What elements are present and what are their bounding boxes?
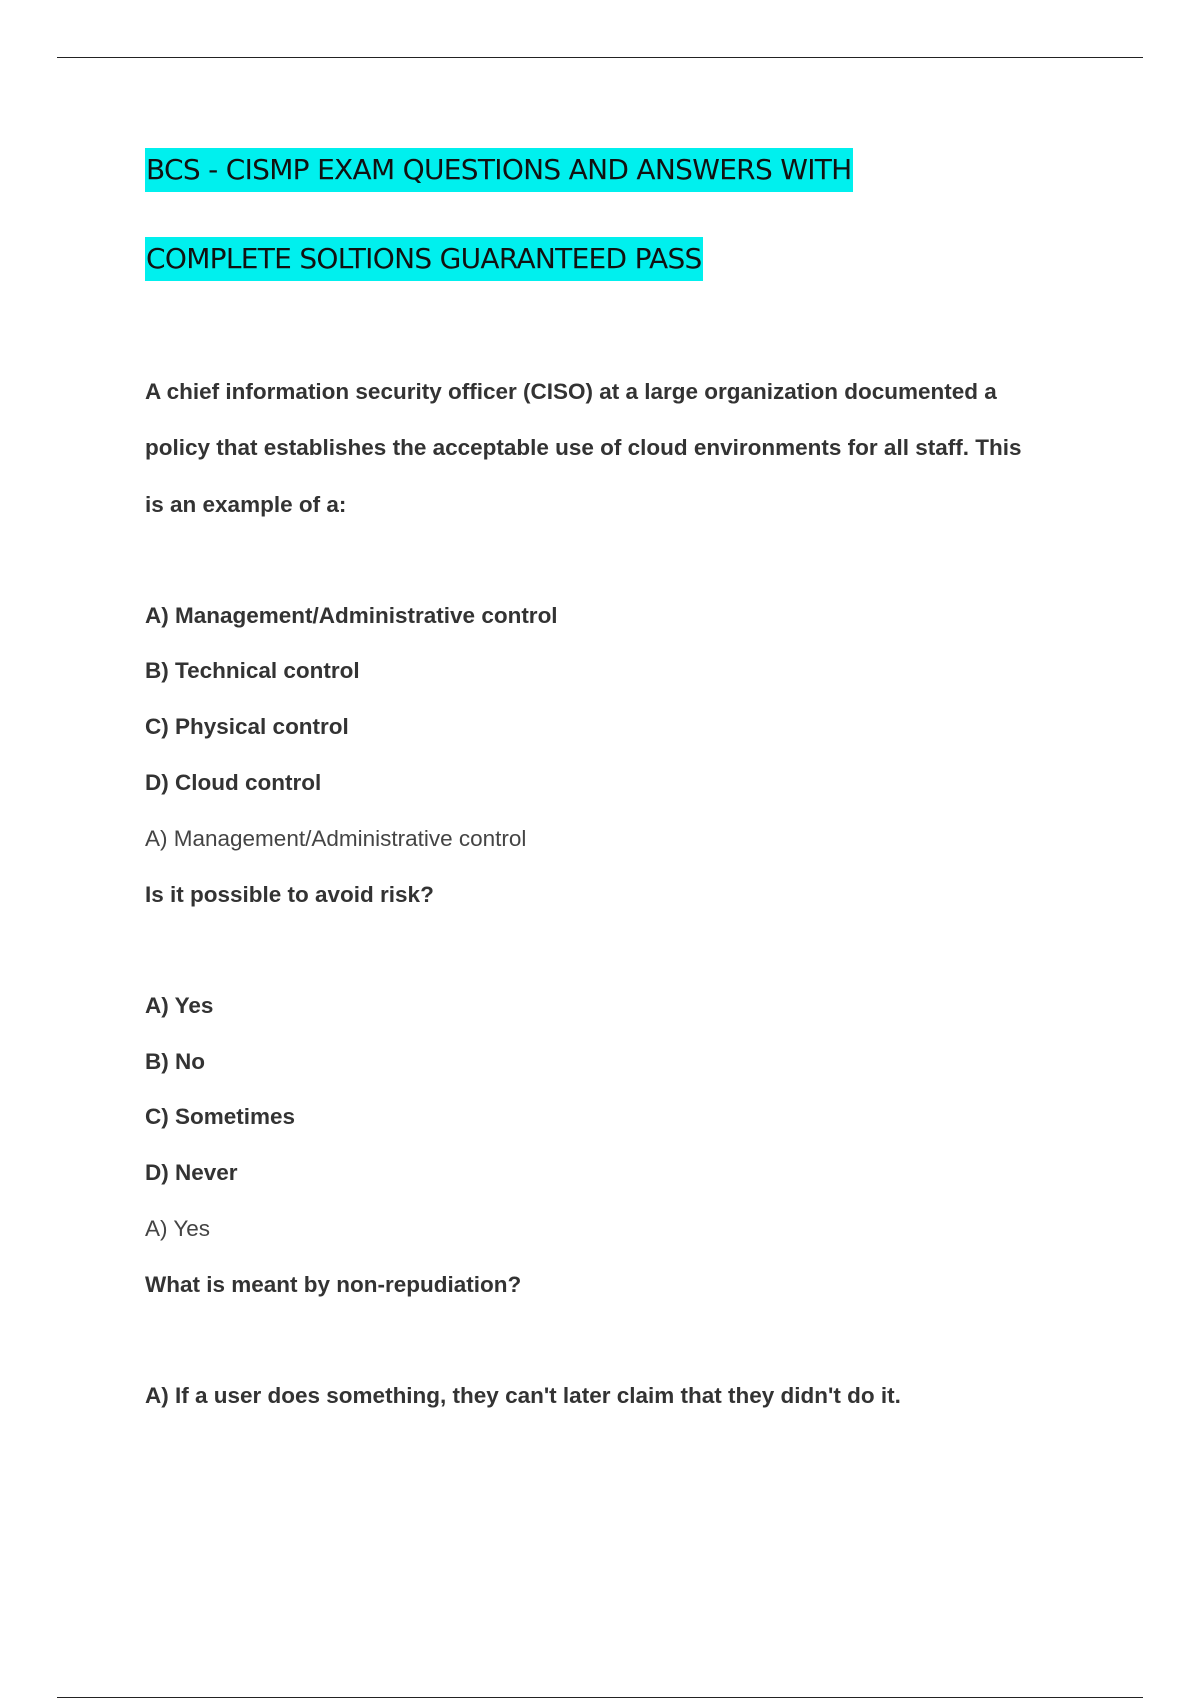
question-3-option-a: A) If a user does something, they can't later claim that they didn't do it. <box>145 1383 901 1408</box>
question-2-option-c: C) Sometimes <box>145 1104 296 1129</box>
document-title-line-1: BCS - CISMP EXAM QUESTIONS AND ANSWERS WITH <box>145 148 853 192</box>
header-rule <box>57 57 1143 58</box>
question-2-option-d: D) Never <box>145 1160 238 1185</box>
question-2-answer: A) Yes <box>145 1216 211 1241</box>
question-1-stem-line-3: is an example of a: <box>145 492 347 517</box>
question-1-answer: A) Management/Administrative control <box>145 826 527 851</box>
question-1-stem-line-2: policy that establishes the acceptable use of cloud environments for all staff. This <box>145 435 1022 460</box>
question-1-option-d: D) Cloud control <box>145 770 322 795</box>
question-2-option-a: A) Yes <box>145 993 214 1018</box>
question-1-option-b: B) Technical control <box>145 658 360 683</box>
question-1-stem-line-1: A chief information security officer (CISO) at a large organization documented a <box>145 379 997 404</box>
question-3-stem: What is meant by non-repudiation? <box>145 1272 522 1297</box>
footer-rule <box>57 1697 1143 1698</box>
document-title-line-2: COMPLETE SOLTIONS GUARANTEED PASS <box>145 237 703 281</box>
question-2-stem: Is it possible to avoid risk? <box>145 882 434 907</box>
question-1-option-a: A) Management/Administrative control <box>145 603 558 628</box>
question-1-option-c: C) Physical control <box>145 714 349 739</box>
question-2-option-b: B) No <box>145 1049 205 1074</box>
